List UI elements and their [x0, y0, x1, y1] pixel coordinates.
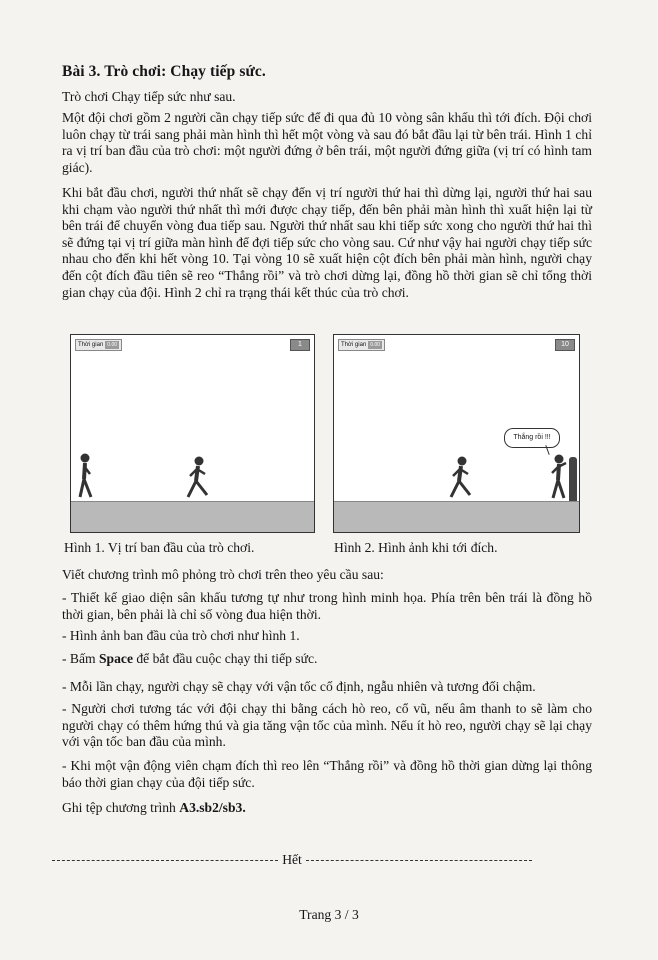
paragraph-1: Một đội chơi gồm 2 người cần chạy tiếp sức để đi qua đủ 10 vòng sân khấu thì tới đích. Đội chơi luôn chạy từ trái sang phải màn hình thì hết một vòng và sau đó bắt đầu lại từ bên trái. Hình 1 chỉ ra vị trí ban đầu của trò chơi: một người đứng ở bên trái, một người đứng giữa (vị trí có hình tam giác).	[62, 110, 592, 175]
lap-counter: 10	[555, 339, 575, 351]
timer-value: 0.00	[370, 342, 381, 348]
end-marker	[52, 852, 532, 868]
timer-value: 0.00	[107, 342, 118, 348]
requirement-item: - Mỗi lần chạy, người chạy sẽ chạy với vận tốc cố định, ngẫu nhiên và tương đối chậm.	[62, 679, 536, 694]
page-number: Trang 3 / 3	[299, 907, 359, 922]
requirement-item: - Khi một vận động viên chạm đích thì reo lên “Thắng rồi” và đồng hồ thời gian dừng lại thông báo thời gian chạy của đội tiếp sức.	[62, 758, 592, 790]
requirement-item: - Hình ảnh ban đầu của trò chơi như hình 1.	[62, 628, 300, 643]
exercise-title: Bài 3. Trò chơi: Chạy tiếp sức.	[62, 63, 266, 80]
runner-1-icon	[75, 452, 97, 500]
runner-1-icon	[446, 455, 476, 501]
paragraph-2: Khi bắt đầu chơi, người thứ nhất sẽ chạy đến vị trí người thứ hai thì dừng lại, người thứ hai sau khi chạm vào người thứ nhất thì mới được chạy tiếp, đến bên phải màn hình thì xuất hiện lại từ bên trái để chuyển vòng đua tiếp sau. Người thứ nhất sau khi tiếp sức xong cho người thứ hai thì sẽ đứng tại vị trí giữa màn hình để đợi tiếp sức cho vòng sau. Cứ như vậy hai người chạy tiếp sức nhau cho đến khi hết vòng 10. Tại vòng 10 sẽ xuất hiện cột đích bên phải màn hình, người chạy đến cột đích đầu tiên sẽ reo “Thắng rồi” và trò chơi dừng lại, đồng hồ thời gian sẽ chỉ tổng thời gian chạy của đội. Hình 2 chỉ ra trạng thái kết thúc của trò chơi.	[62, 185, 592, 300]
runner-2-icon	[183, 455, 213, 501]
requirement-item	[62, 651, 592, 668]
requirements-intro: Viết chương trình mô phỏng trò chơi trên theo yêu cầu sau:	[62, 567, 384, 582]
runner-2-icon	[547, 453, 571, 501]
stage-ground	[334, 501, 579, 532]
save-text: Ghi tệp chương trình	[62, 800, 180, 815]
requirement-text: để bắt đầu cuộc chạy thi tiếp sức.	[132, 651, 318, 666]
lap-counter: 1	[290, 339, 310, 351]
dashed-line	[306, 860, 532, 861]
dashed-line	[52, 860, 278, 861]
intro-text: Trò chơi Chạy tiếp sức như sau.	[62, 89, 236, 104]
requirement-item: - Người chơi tương tác với đội chạy thi bằng cách hò reo, cổ vũ, nếu âm thanh to sẽ làm cho người chạy có thêm hứng thú và gia tăng vận tốc của mình. Nếu ít hò reo, người chạy sẽ lại chạy với vận tốc ban đầu của mình.	[62, 701, 592, 750]
timer-label: Thời gian	[341, 342, 367, 348]
finish-post	[569, 457, 577, 502]
timer-label: Thời gian	[78, 342, 104, 348]
requirement-text: - Bấm	[62, 651, 99, 666]
figure-2-stage	[333, 334, 580, 533]
save-instruction	[62, 800, 246, 816]
figure-1-stage	[70, 334, 315, 533]
timer-display	[338, 339, 385, 351]
stage-ground	[71, 501, 314, 532]
speech-bubble: Thắng rồi !!!	[504, 428, 560, 448]
space-key-label: Space	[99, 651, 133, 666]
timer-display	[75, 339, 122, 351]
requirement-item: - Thiết kế giao diện sân khấu tương tự như trong hình minh họa. Phía trên bên trái là đồng hồ thời gian, bên phải là chỉ số vòng đua hiện thời.	[62, 590, 592, 622]
figure-2-caption: Hình 2. Hình ảnh khi tới đích.	[334, 540, 498, 555]
save-filename: A3.sb2/sb3.	[179, 800, 246, 815]
figure-1-caption: Hình 1. Vị trí ban đầu của trò chơi.	[64, 540, 255, 555]
end-word: Hết	[282, 852, 302, 867]
